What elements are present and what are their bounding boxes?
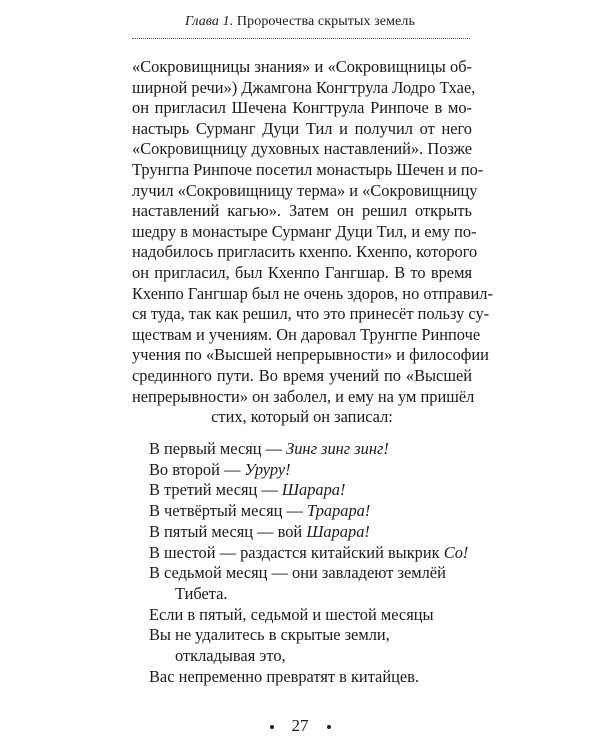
paragraph-line: надобилось пригласить кхенпо. Кхенпо, которого: [132, 242, 478, 262]
poem-line-text: В третий месяц —: [149, 480, 282, 500]
poem-line-text: В шестой — раздастся китайский выкрик: [149, 542, 444, 562]
paragraph-line: срединного пути. Во время учений по «Высшей: [132, 365, 472, 385]
paragraph-line: он пригласил, был Кхенпо Гангшар. В то время: [132, 262, 472, 282]
poem-line: [149, 584, 469, 605]
poem-line: [149, 563, 469, 584]
poem-line-text: В пятый месяц — вой: [149, 521, 307, 541]
running-header: [0, 14, 600, 30]
poem-line: [149, 667, 469, 688]
poem-line-text: Тибета.: [175, 583, 228, 603]
page-footer: [0, 716, 600, 736]
poem-line-text: Во второй —: [149, 459, 245, 479]
chapter-label: Глава 1.: [185, 14, 234, 29]
poem-line-text: Если в пятый, седьмой и шестой месяцы: [149, 604, 434, 624]
poem-line-italic: Шарара!: [281, 480, 346, 500]
poem-verse: [149, 439, 469, 687]
poem-line: [149, 460, 469, 481]
paragraph-line: он пригласил Шечена Конгтрула Ринпоче в мо-: [132, 98, 472, 118]
paragraph-line: Трунгпа Ринпоче посетил монастырь Шечен и по-: [132, 159, 484, 179]
footer-dot-left: [270, 725, 274, 729]
paragraph-line: лучил «Сокровищницу терма» и «Сокровищницу: [132, 180, 478, 200]
poem-line-italic: Со!: [443, 542, 469, 562]
paragraph-line: Кхенпо Гангшар был не очень здоров, но отправил-: [132, 283, 493, 303]
paragraph-line: настырь Сурманг Дуци Тил и получил от него: [132, 118, 472, 138]
poem-line-text: откладывая это,: [175, 646, 286, 666]
poem-line-italic: Уруру!: [244, 459, 291, 479]
header-divider: [132, 38, 470, 39]
poem-line: [149, 501, 469, 522]
poem-line-italic: Зинг зинг зинг!: [286, 439, 389, 458]
poem-line: [149, 522, 469, 543]
paragraph-line: непрерывности» он заболел, и ему на ум пришёл: [132, 386, 475, 406]
poem-line-text: В седьмой месяц — они завладеют землёй: [149, 563, 446, 583]
poem-line-text: Вас непременно превратят в китайцев.: [149, 666, 419, 686]
main-paragraph: [132, 57, 493, 428]
paragraph-line: шедру в монастыре Сурманг Дуци Тил, и ему по-: [132, 221, 477, 241]
poem-line-text: Вы не удалитесь в скрытые земли,: [149, 625, 390, 645]
paragraph-line: ширной речи») Джамгона Конгтрула Лодро Тхае,: [132, 77, 476, 97]
poem-line: [149, 439, 469, 460]
poem-line: [149, 625, 469, 646]
paragraph-line: учения по «Высшей непрерывности» и философии: [132, 345, 489, 365]
paragraph-line: «Сокровищницу духовных наставлений». Позже: [132, 139, 472, 159]
poem-line: [149, 605, 469, 626]
paragraph-line: ществам и учениям. Он даровал Трунгпе Ринпоче: [132, 324, 481, 344]
paragraph-line: наставлений кагью». Затем он решил открыть: [132, 201, 472, 221]
poem-line: [149, 543, 469, 564]
chapter-title: Пророчества скрытых земель: [236, 14, 415, 29]
footer-dot-right: [327, 725, 331, 729]
paragraph-line: стих, который он записал:: [211, 407, 393, 427]
paragraph-line: «Сокровищницы знания» и «Сокровищницы об-: [132, 57, 472, 76]
poem-line-text: В первый месяц —: [149, 439, 287, 458]
paragraph-line: ся туда, так как решил, что это принесёт пользу су-: [132, 304, 490, 324]
poem-line-italic: Трарара!: [306, 501, 371, 521]
page-number: 27: [291, 716, 309, 735]
poem-line: [149, 480, 469, 501]
poem-line-italic: Шарара!: [306, 521, 370, 541]
poem-line: [149, 646, 469, 667]
poem-line-text: В четвёртый месяц —: [149, 501, 307, 521]
